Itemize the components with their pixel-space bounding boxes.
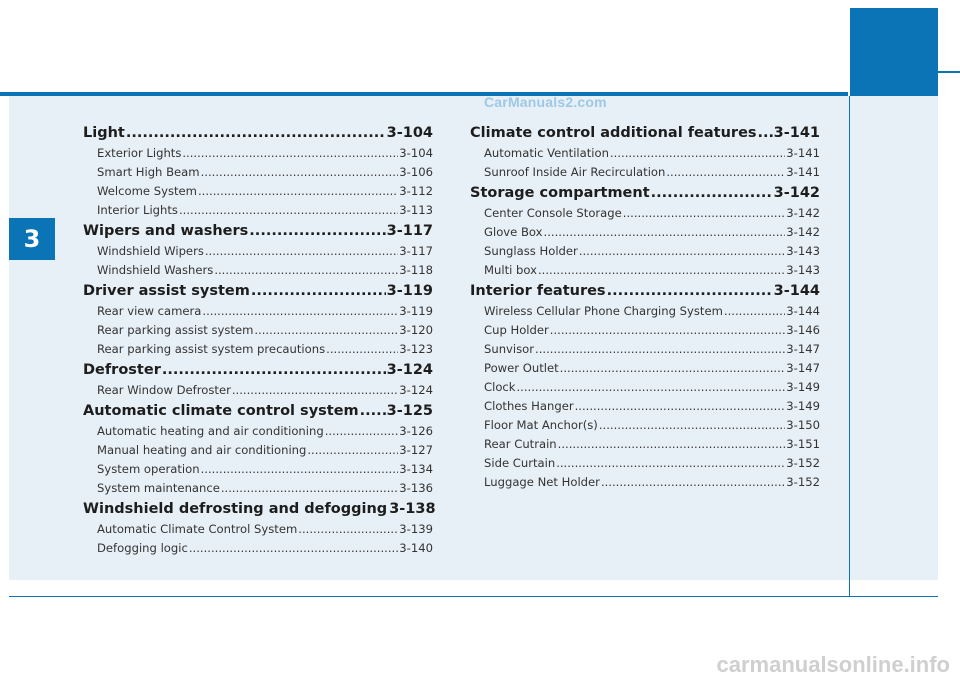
toc-item-system-operation[interactable]	[83, 460, 433, 479]
toc-leader-dots	[198, 182, 398, 201]
toc-item-luggage-net-holder[interactable]	[470, 473, 820, 492]
toc-page-number: 3-119	[399, 304, 433, 318]
toc-entry-title: Interior Lights	[97, 203, 178, 217]
toc-page-number: 3-138	[389, 501, 436, 517]
toc-entry-title: Windshield Wipers	[97, 244, 204, 258]
toc-page-number: 3-104	[386, 125, 433, 141]
toc-leader-dots	[307, 441, 398, 460]
toc-leader-dots	[298, 520, 398, 539]
toc-page-number: 3-106	[399, 165, 433, 179]
toc-entry-title: Rear view camera	[97, 304, 202, 318]
toc-page-number: 3-152	[786, 456, 820, 470]
toc-item-side-curtain[interactable]	[470, 454, 820, 473]
toc-item-floor-mat-anchor-s[interactable]	[470, 416, 820, 435]
toc-page-number: 3-139	[399, 522, 433, 536]
toc-section-storage-compartment[interactable]	[470, 182, 820, 204]
toc-leader-dots	[651, 182, 773, 204]
toc-leader-dots	[201, 460, 399, 479]
toc-leader-dots	[579, 242, 785, 261]
toc-leader-dots	[251, 280, 386, 302]
toc-entry-title: Automatic Climate Control System	[97, 522, 298, 536]
toc-leader-dots	[249, 220, 385, 242]
toc-page-number: 3-150	[786, 418, 820, 432]
toc-leader-dots	[205, 242, 398, 261]
toc-item-system-maintenance[interactable]	[83, 479, 433, 498]
toc-entry-title: System maintenance	[97, 481, 220, 495]
toc-entry-title: Rear parking assist system precautions	[97, 342, 326, 356]
toc-leader-dots	[254, 321, 398, 340]
toc-item-sunglass-holder[interactable]	[470, 242, 820, 261]
toc-entry-title: Welcome System	[97, 184, 197, 198]
toc-entry-title: Sunglass Holder	[484, 244, 578, 258]
toc-entry-title: Driver assist system	[83, 283, 250, 299]
toc-leader-dots	[607, 280, 773, 302]
toc-page-number: 3-126	[399, 424, 433, 438]
toc-entry-title: Automatic Ventilation	[484, 146, 609, 160]
toc-entry-title: Light	[83, 125, 125, 141]
toc-page-number: 3-144	[773, 283, 820, 299]
toc-leader-dots	[221, 479, 398, 498]
toc-leader-dots	[575, 397, 786, 416]
toc-entry-title: Automatic climate control system	[83, 403, 359, 419]
toc-page-number: 3-142	[786, 206, 820, 220]
toc-leader-dots	[758, 122, 773, 144]
toc-item-sunvisor[interactable]	[470, 340, 820, 359]
toc-leader-dots	[162, 359, 386, 381]
toc-page-number: 3-143	[786, 244, 820, 258]
toc-entry-title: Clothes Hanger	[484, 399, 574, 413]
toc-entry-title: Defogging logic	[97, 541, 188, 555]
toc-page-number: 3-141	[773, 125, 820, 141]
toc-item-automatic-climate-control-system[interactable]	[83, 520, 433, 539]
toc-leader-dots	[610, 144, 785, 163]
toc-item-clothes-hanger[interactable]	[470, 397, 820, 416]
toc-leader-dots	[326, 340, 398, 359]
toc-leader-dots	[538, 261, 785, 280]
toc-page-number: 3-141	[786, 165, 820, 179]
toc-item-glove-box[interactable]	[470, 223, 820, 242]
toc-leader-dots	[601, 473, 785, 492]
toc-leader-dots	[201, 163, 399, 182]
toc-page-number: 3-112	[399, 184, 433, 198]
toc-entry-title: System operation	[97, 462, 200, 476]
toc-entry-title: Floor Mat Anchor(s)	[484, 418, 598, 432]
toc-leader-dots	[360, 400, 386, 422]
toc-item-automatic-ventilation[interactable]	[470, 144, 820, 163]
toc-item-rear-window-defroster[interactable]	[83, 381, 433, 400]
toc-leader-dots	[232, 381, 398, 400]
toc-entry-title: Exterior Lights	[97, 146, 182, 160]
toc-page-number: 3-124	[399, 383, 433, 397]
toc-leader-dots	[517, 378, 786, 397]
toc-page-number: 3-119	[386, 283, 433, 299]
toc-item-rear-cutrain[interactable]	[470, 435, 820, 454]
toc-entry-title: Rear parking assist system	[97, 323, 254, 337]
toc-page-number: 3-118	[399, 263, 433, 277]
toc-page-number: 3-120	[399, 323, 433, 337]
toc-leader-dots	[214, 261, 398, 280]
toc-page-number: 3-142	[786, 225, 820, 239]
toc-page-number: 3-141	[786, 146, 820, 160]
toc-item-rear-parking-assist-system[interactable]	[83, 321, 433, 340]
toc-right-column	[470, 122, 820, 492]
toc-item-multi-box[interactable]	[470, 261, 820, 280]
toc-section-automatic-climate-control-system[interactable]	[83, 400, 433, 422]
footer-rule	[9, 596, 938, 597]
watermark-bottom: carmanualsonline.info	[716, 652, 950, 677]
toc-leader-dots	[544, 223, 786, 242]
toc-page-number: 3-140	[399, 541, 433, 555]
toc-leader-dots	[558, 435, 786, 454]
toc-entry-title: Clock	[484, 380, 516, 394]
toc-page-number: 3-147	[786, 342, 820, 356]
toc-item-cup-holder[interactable]	[470, 321, 820, 340]
toc-entry-title: Wireless Cellular Phone Charging System	[484, 304, 723, 318]
toc-entry-title: Glove Box	[484, 225, 543, 239]
toc-page-number: 3-117	[399, 244, 433, 258]
toc-page-number: 3-144	[786, 304, 820, 318]
toc-entry-title: Power Outlet	[484, 361, 559, 375]
toc-page-number: 3-136	[399, 481, 433, 495]
toc-leader-dots	[179, 201, 398, 220]
toc-entry-title: Manual heating and air conditioning	[97, 443, 307, 457]
toc-item-sunroof-inside-air-recirculation[interactable]	[470, 163, 820, 182]
watermark-top: CarManuals2.com	[484, 94, 607, 110]
toc-entry-title: Defroster	[83, 362, 161, 378]
toc-leader-dots	[560, 359, 786, 378]
toc-leader-dots	[724, 302, 785, 321]
toc-page-number: 3-151	[786, 437, 820, 451]
toc-leader-dots	[182, 144, 398, 163]
toc-page-number: 3-152	[786, 475, 820, 489]
toc-section-climate-control-additional-features[interactable]	[470, 122, 820, 144]
toc-entry-title: Rear Window Defroster	[97, 383, 231, 397]
toc-entry-title: Multi box	[484, 263, 537, 277]
toc-item-automatic-heating-and-air-conditioning[interactable]	[83, 422, 433, 441]
toc-entry-title: Smart High Beam	[97, 165, 200, 179]
toc-entry-title: Sunvisor	[484, 342, 535, 356]
toc-leader-dots	[535, 340, 785, 359]
toc-leader-dots	[550, 321, 786, 340]
toc-item-rear-parking-assist-system-precautions[interactable]	[83, 340, 433, 359]
chapter-tab[interactable]: 3	[9, 218, 55, 260]
toc-entry-title: Cup Holder	[484, 323, 549, 337]
toc-section-light[interactable]	[83, 122, 433, 144]
toc-entry-title: Wipers and washers	[83, 223, 249, 239]
toc-entry-title: Center Console Storage	[484, 206, 622, 220]
toc-entry-title: Automatic heating and air conditioning	[97, 424, 324, 438]
toc-entry-title: Climate control additional features	[470, 125, 757, 141]
toc-entry-title: Sunroof Inside Air Recirculation	[484, 165, 666, 179]
toc-item-clock[interactable]	[470, 378, 820, 397]
toc-leader-dots	[325, 422, 399, 441]
toc-leader-dots	[666, 163, 785, 182]
toc-page-number: 3-113	[399, 203, 433, 217]
toc-item-smart-high-beam[interactable]	[83, 163, 433, 182]
toc-page-number: 3-149	[786, 399, 820, 413]
toc-section-wipers-and-washers[interactable]	[83, 220, 433, 242]
toc-left-column	[83, 122, 436, 558]
toc-entry-title: Interior features	[470, 283, 606, 299]
toc-page-number: 3-143	[786, 263, 820, 277]
toc-item-manual-heating-and-air-conditioning[interactable]	[83, 441, 433, 460]
toc-item-exterior-lights[interactable]	[83, 144, 433, 163]
toc-item-rear-view-camera[interactable]	[83, 302, 433, 321]
toc-page-number: 3-123	[399, 342, 433, 356]
toc-leader-dots	[556, 454, 785, 473]
toc-item-interior-lights[interactable]	[83, 201, 433, 220]
toc-section-defroster[interactable]	[83, 359, 433, 381]
toc-section-interior-features[interactable]	[470, 280, 820, 302]
toc-item-welcome-system[interactable]	[83, 182, 433, 201]
toc-item-wireless-cellular-phone-charging-system[interactable]	[470, 302, 820, 321]
toc-leader-dots	[599, 416, 785, 435]
toc-entry-title: Side Curtain	[484, 456, 556, 470]
vertical-rule	[849, 96, 850, 596]
toc-item-windshield-wipers[interactable]	[83, 242, 433, 261]
toc-page-number: 3-104	[399, 146, 433, 160]
toc-leader-dots	[202, 302, 398, 321]
corner-tab-block	[850, 8, 938, 108]
toc-item-windshield-washers[interactable]	[83, 261, 433, 280]
toc-section-driver-assist-system[interactable]	[83, 280, 433, 302]
toc-page-number: 3-124	[386, 362, 433, 378]
toc-section-windshield-defrosting-and-defogging[interactable]	[83, 498, 436, 520]
toc-page-number: 3-142	[773, 185, 820, 201]
toc-page-number: 3-147	[786, 361, 820, 375]
toc-page-number: 3-127	[399, 443, 433, 457]
toc-leader-dots	[126, 122, 386, 144]
toc-page-number: 3-125	[386, 403, 433, 419]
toc-page-number: 3-134	[399, 462, 433, 476]
toc-entry-title: Luggage Net Holder	[484, 475, 600, 489]
toc-item-center-console-storage[interactable]	[470, 204, 820, 223]
toc-page-number: 3-146	[786, 323, 820, 337]
toc-leader-dots	[189, 539, 398, 558]
toc-entry-title: Windshield defrosting and defogging	[83, 501, 388, 517]
toc-page-number: 3-149	[786, 380, 820, 394]
toc-page-number: 3-117	[386, 223, 433, 239]
toc-entry-title: Windshield Washers	[97, 263, 214, 277]
toc-item-power-outlet[interactable]	[470, 359, 820, 378]
toc-leader-dots	[623, 204, 786, 223]
toc-item-defogging-logic[interactable]	[83, 539, 433, 558]
toc-entry-title: Rear Cutrain	[484, 437, 557, 451]
toc-entry-title: Storage compartment	[470, 185, 650, 201]
header-rule-right	[938, 71, 960, 73]
